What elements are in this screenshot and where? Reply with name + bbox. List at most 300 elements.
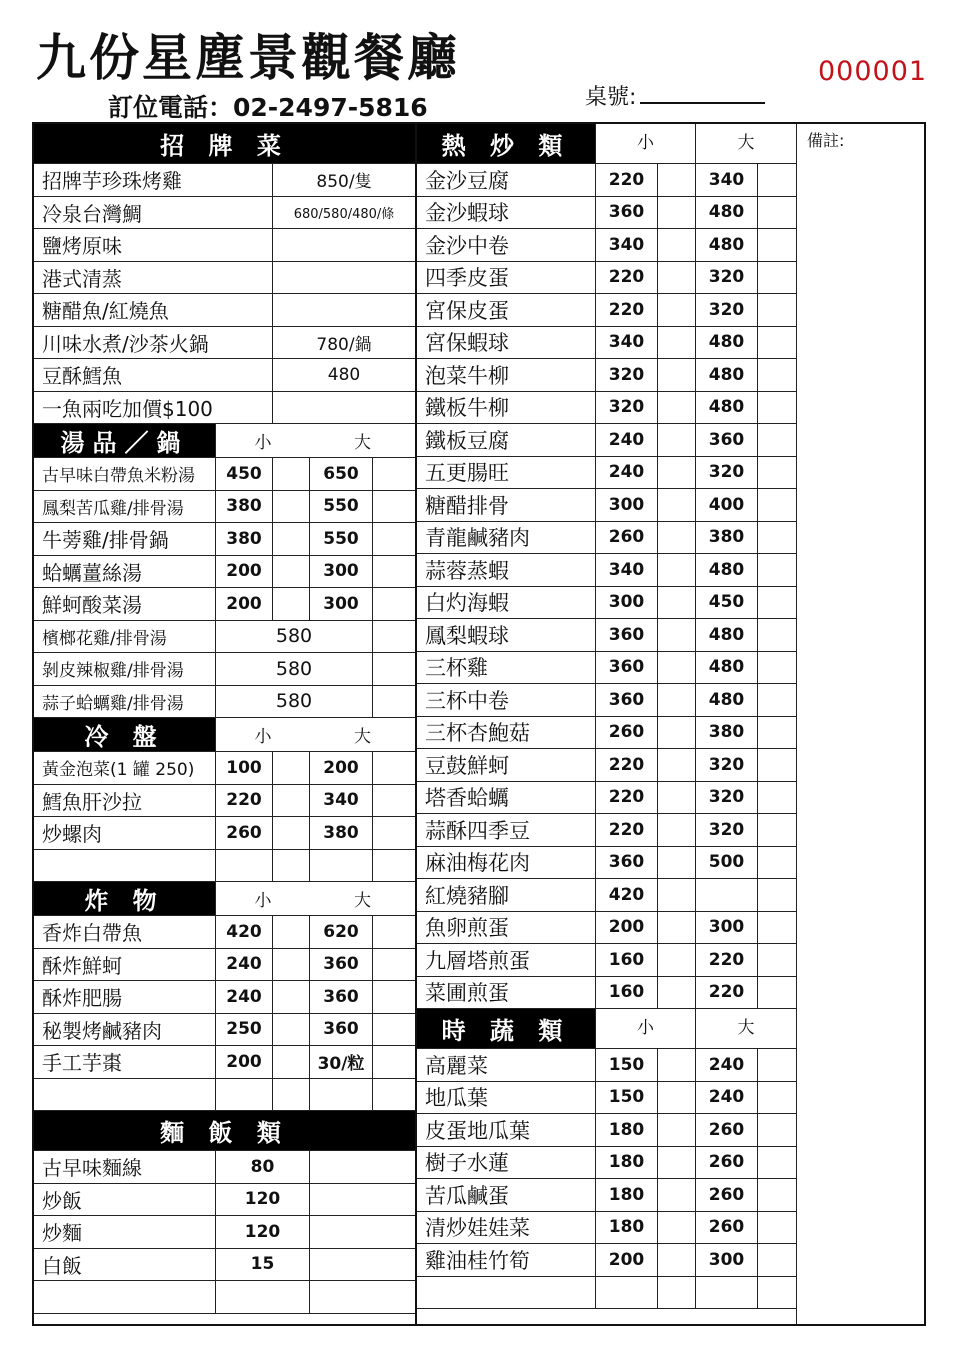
menu-row [34,686,415,719]
price-small [216,850,273,882]
dish-name: 蒜蓉蒸蝦 [417,554,596,586]
cell-gap [658,424,696,456]
cell-gap [658,619,696,651]
price-small: 250 [216,1014,273,1046]
menu-row [417,164,796,197]
cell-blank [758,717,796,749]
cell-blank [758,522,796,554]
price-small: 220 [216,785,273,817]
dish-name: 麻油梅花肉 [417,847,596,879]
cell-blank [758,294,796,326]
price-small: 420 [596,879,658,911]
cell-gap [658,1147,696,1179]
menu-row [34,1151,415,1184]
dish-name: 香炸白帶魚 [34,916,216,948]
dish-name: 金沙豆腐 [417,164,596,196]
menu-row [417,847,796,880]
cell-gap [658,1049,696,1081]
dish-price: 580 [216,621,373,653]
price-large: 240 [696,1082,758,1114]
dish-name: 酥炸肥腸 [34,981,216,1013]
large-size-header: 大 [354,891,371,911]
large-size-header: 大 [354,727,371,747]
cell-gap [658,587,696,619]
cell-blank [758,912,796,944]
dish-name: 蛤蠣薑絲湯 [34,556,216,588]
menu-row [417,522,796,555]
dish-name [417,1277,596,1309]
cell-blank [758,977,796,1009]
menu-row [417,1212,796,1245]
menu-row [34,327,415,360]
dish-name: 三杯杏鮑菇 [417,717,596,749]
price-large: 650 [310,458,373,490]
menu-row [417,1147,796,1180]
menu-row [417,359,796,392]
menu-row [34,1184,415,1217]
price-large: 260 [696,1114,758,1146]
cell-gap [658,294,696,326]
price-large: 450 [696,587,758,619]
dish-name: 冷泉台灣鯛 [34,197,273,229]
cell-blank [373,491,415,523]
menu-row [417,944,796,977]
cell-gap [658,782,696,814]
price-small: 320 [596,392,658,424]
price-large [310,850,373,882]
cell-blank [758,489,796,521]
section-header-rice: 麵 飯 類 [34,1111,415,1150]
dish-name: 鐵板牛柳 [417,392,596,424]
cell-blank [373,817,415,849]
menu-row [417,684,796,717]
cell-blank [373,1046,415,1078]
menu-row [34,164,415,197]
dish-name: 手工芋棗 [34,1046,216,1078]
section-header-vegetables: 時 蔬 類 [417,1009,596,1048]
section-header-cold: 冷 盤 [34,718,216,751]
menu-row [34,882,415,916]
cell-gap [273,949,310,981]
price-large: 480 [696,392,758,424]
price-small: 220 [596,164,658,196]
price-small: 150 [596,1049,658,1081]
price-small: 180 [596,1212,658,1244]
dish-price [273,294,415,326]
cell-gap [658,229,696,261]
price-small: 300 [596,489,658,521]
cell-blank [758,652,796,684]
price-small: 300 [596,587,658,619]
dish-price [216,1281,310,1313]
dish-name: 剝皮辣椒雞/排骨湯 [34,653,216,685]
dish-price: 580 [216,686,373,718]
price-large: 220 [696,944,758,976]
price-large: 320 [696,262,758,294]
dish-price: 120 [216,1184,310,1216]
cell-gap [273,523,310,555]
dish-name: 菜圃煎蛋 [417,977,596,1009]
dish-name: 五更腸旺 [417,457,596,489]
dish-name: 白灼海蝦 [417,587,596,619]
cell-blank [758,749,796,781]
menu-row [34,491,415,524]
cell-blank [758,847,796,879]
cell-blank [758,1212,796,1244]
dish-name [34,1281,216,1313]
cell-gap [658,522,696,554]
price-small: 240 [596,457,658,489]
price-large: 320 [696,457,758,489]
price-large: 500 [696,847,758,879]
dish-name: 鳳梨苦瓜雞/排骨湯 [34,491,216,523]
price-small: 380 [216,523,273,555]
cell-gap [658,164,696,196]
price-small: 360 [596,197,658,229]
menu-row [417,1114,796,1147]
menu-row [417,392,796,425]
price-small: 160 [596,977,658,1009]
cell-blank [758,1049,796,1081]
cell-gap [658,847,696,879]
cell-blank [758,327,796,359]
menu-row [34,752,415,785]
price-small: 180 [596,1114,658,1146]
dish-name: 青龍鹹豬肉 [417,522,596,554]
menu-row [34,124,415,164]
cell-blank [758,1082,796,1114]
cell-blank [758,944,796,976]
menu-row [34,458,415,491]
menu-row [417,1049,796,1082]
large-size-header: 大 [354,433,371,453]
price-small: 200 [596,912,658,944]
dish-name: 九層塔煎蛋 [417,944,596,976]
dish-name: 港式清蒸 [34,262,273,294]
price-large: 240 [696,1049,758,1081]
price-small [596,1277,658,1309]
table-number-field[interactable] [585,80,765,111]
cell-blank [373,850,415,882]
dish-name [34,850,216,882]
cell-blank [758,359,796,391]
menu-row [34,229,415,262]
dish-name: 檳榔花雞/排骨湯 [34,621,216,653]
price-large: 260 [696,1147,758,1179]
price-large: 320 [696,749,758,781]
cell-blank [373,621,415,653]
price-small: 340 [596,327,658,359]
cell-gap [658,197,696,229]
menu-row [34,981,415,1014]
cell-blank [758,1114,796,1146]
menu-row [417,652,796,685]
reservation-phone: 訂位電話：02-2497-5816 [108,93,428,122]
menu-row [34,262,415,295]
price-small: 200 [216,556,273,588]
cell-gap [658,1277,696,1309]
price-small: 200 [216,588,273,620]
dish-price: 780/鍋 [316,334,372,355]
price-large: 550 [310,491,373,523]
dish-name: 地瓜葉 [417,1082,596,1114]
cell-blank [373,916,415,948]
dish-price: 680/580/480/條 [293,206,395,222]
dish-name: 白飯 [34,1249,216,1281]
price-large [696,879,758,911]
dish-name: 魚卵煎蛋 [417,912,596,944]
dish-name: 宮保蝦球 [417,327,596,359]
price-large: 480 [696,327,758,359]
dish-name: 秘製烤鹹豬肉 [34,1014,216,1046]
price-small: 150 [596,1082,658,1114]
price-small: 220 [596,782,658,814]
cell-gap [658,1179,696,1211]
cell-blank [758,457,796,489]
cell-gap [273,752,310,784]
dish-name: 鱈魚肝沙拉 [34,785,216,817]
cell-gap [658,554,696,586]
menu-row [417,1179,796,1212]
cell-gap [273,785,310,817]
cell-gap [658,262,696,294]
notes-label: 備註: [807,131,845,150]
cell-blank [373,556,415,588]
cell-gap [658,944,696,976]
menu-row [417,977,796,1010]
menu-row [34,359,415,392]
dish-name: 牛蒡雞/排骨鍋 [34,523,216,555]
menu-row [417,327,796,360]
dish-name: 樹子水蓮 [417,1147,596,1179]
price-large: 480 [696,619,758,651]
menu-row [34,392,415,425]
menu-row [417,554,796,587]
cell-gap [273,817,310,849]
menu-row [417,1244,796,1277]
price-large: 480 [696,652,758,684]
dish-name: 三杯中卷 [417,684,596,716]
cell-gap [658,1244,696,1276]
cell-blank [373,588,415,620]
price-small: 220 [596,814,658,846]
dish-name: 金沙中卷 [417,229,596,261]
price-large: 480 [696,229,758,261]
price-small: 260 [596,717,658,749]
price-large: 260 [696,1179,758,1211]
menu-row [417,229,796,262]
cell-gap [273,556,310,588]
cell-blank [373,981,415,1013]
dish-name [34,1079,216,1111]
cell-blank [373,686,415,718]
menu-row [34,197,415,230]
small-size-header: 小 [596,124,696,163]
dish-name: 鹽烤原味 [34,229,273,261]
dish-price [273,262,415,294]
cell-blank [758,164,796,196]
section-header-stirfry: 熱 炒 類 [417,124,596,163]
cell-blank [373,653,415,685]
cell-blank [758,197,796,229]
price-large [310,1079,373,1111]
section-header-fried: 炸 物 [34,882,216,915]
cell-blank [373,785,415,817]
price-small: 340 [596,229,658,261]
price-large: 220 [696,977,758,1009]
cell-blank [373,1079,415,1111]
menu-row [34,1281,415,1314]
cell-gap [658,749,696,781]
price-large: 480 [696,197,758,229]
menu-row [417,587,796,620]
price-small: 360 [596,619,658,651]
price-large: 320 [696,814,758,846]
cell-blank [758,1179,796,1211]
large-size-header: 大 [737,1018,755,1038]
price-large: 550 [310,523,373,555]
cell-blank [310,1184,415,1216]
table-number-label: 桌號: [585,85,637,110]
restaurant-title: 九份星塵景觀餐廳 [36,28,460,87]
section-header-signature: 招 牌 菜 [34,124,415,163]
menu-row [34,424,415,458]
small-size-header: 小 [254,433,272,453]
price-small: 240 [216,981,273,1013]
dish-name: 川味水煮/沙茶火鍋 [34,327,273,359]
menu-row [417,424,796,457]
menu-row [417,262,796,295]
price-small: 260 [216,817,273,849]
dish-name: 宮保皮蛋 [417,294,596,326]
dish-name: 雞油桂竹筍 [417,1244,596,1276]
cell-gap [658,684,696,716]
dish-name: 鳳梨蝦球 [417,619,596,651]
menu-row [34,785,415,818]
cell-blank [758,1147,796,1179]
price-small: 200 [596,1244,658,1276]
menu-row [417,912,796,945]
menu-row [34,294,415,327]
menu-row [417,1082,796,1115]
cell-gap [658,912,696,944]
cell-gap [658,1212,696,1244]
order-serial-number: 000001 [818,56,928,87]
price-small: 240 [596,424,658,456]
dish-name: 古早味麵線 [34,1151,216,1183]
price-small: 200 [216,1046,273,1078]
price-large: 300 [696,1244,758,1276]
cell-blank [310,1151,415,1183]
menu-row [34,588,415,621]
price-small: 360 [596,684,658,716]
dish-name: 豆酥鱈魚 [34,359,273,391]
menu-row [34,817,415,850]
dish-name: 糖醋排骨 [417,489,596,521]
dish-price: 15 [216,1249,310,1281]
price-small: 220 [596,294,658,326]
dish-price [273,392,415,424]
dish-price: 480 [327,364,361,385]
dish-name: 蒜酥四季豆 [417,814,596,846]
table-number-blank[interactable] [640,82,765,104]
menu-row [34,523,415,556]
cell-gap [658,977,696,1009]
price-small: 360 [596,652,658,684]
menu-row [417,197,796,230]
dish-name: 糖醋魚/紅燒魚 [34,294,273,326]
dish-name: 炒飯 [34,1184,216,1216]
menu-row [417,294,796,327]
menu-row [34,1079,415,1112]
menu-row [417,717,796,750]
price-large [696,1277,758,1309]
cell-gap [658,814,696,846]
cell-blank [758,814,796,846]
price-large: 340 [310,785,373,817]
price-small: 240 [216,949,273,981]
cell-blank [758,782,796,814]
cell-blank [310,1281,415,1313]
dish-price [273,229,415,261]
price-small: 160 [596,944,658,976]
cell-gap [658,359,696,391]
price-small: 180 [596,1147,658,1179]
price-large: 400 [696,489,758,521]
price-large: 30/粒 [310,1046,373,1078]
cell-gap [658,1114,696,1146]
dish-name: 高麗菜 [417,1049,596,1081]
small-size-header: 小 [596,1009,696,1048]
dish-name: 古早味白帶魚米粉湯 [34,458,216,490]
menu-row [417,457,796,490]
cell-blank [758,424,796,456]
dish-name: 炒螺肉 [34,817,216,849]
price-large: 360 [310,981,373,1013]
cell-blank [758,1244,796,1276]
price-small [216,1079,273,1111]
dish-name: 蒜子蛤蠣雞/排骨湯 [34,686,216,718]
dish-name: 泡菜牛柳 [417,359,596,391]
price-small: 100 [216,752,273,784]
menu-row [34,1014,415,1047]
menu-row [34,621,415,654]
dish-price: 850/隻 [316,172,372,193]
cell-gap [658,392,696,424]
price-large: 360 [310,949,373,981]
cell-blank [373,949,415,981]
price-large: 340 [696,164,758,196]
cell-gap [658,327,696,359]
cell-blank [758,262,796,294]
menu-row [417,124,796,164]
cell-blank [310,1249,415,1281]
price-small: 340 [596,554,658,586]
cell-blank [310,1216,415,1248]
price-small: 360 [596,847,658,879]
price-large: 380 [310,817,373,849]
cell-blank [758,879,796,911]
notes-column[interactable] [796,124,924,1324]
menu-row [34,850,415,883]
dish-name: 清炒娃娃菜 [417,1212,596,1244]
dish-name: 塔香蛤蠣 [417,782,596,814]
cell-gap [658,652,696,684]
dish-name: 黃金泡菜(1 罐 250) [34,752,216,784]
price-large: 300 [310,556,373,588]
cell-gap [273,1079,310,1111]
cell-blank [758,554,796,586]
